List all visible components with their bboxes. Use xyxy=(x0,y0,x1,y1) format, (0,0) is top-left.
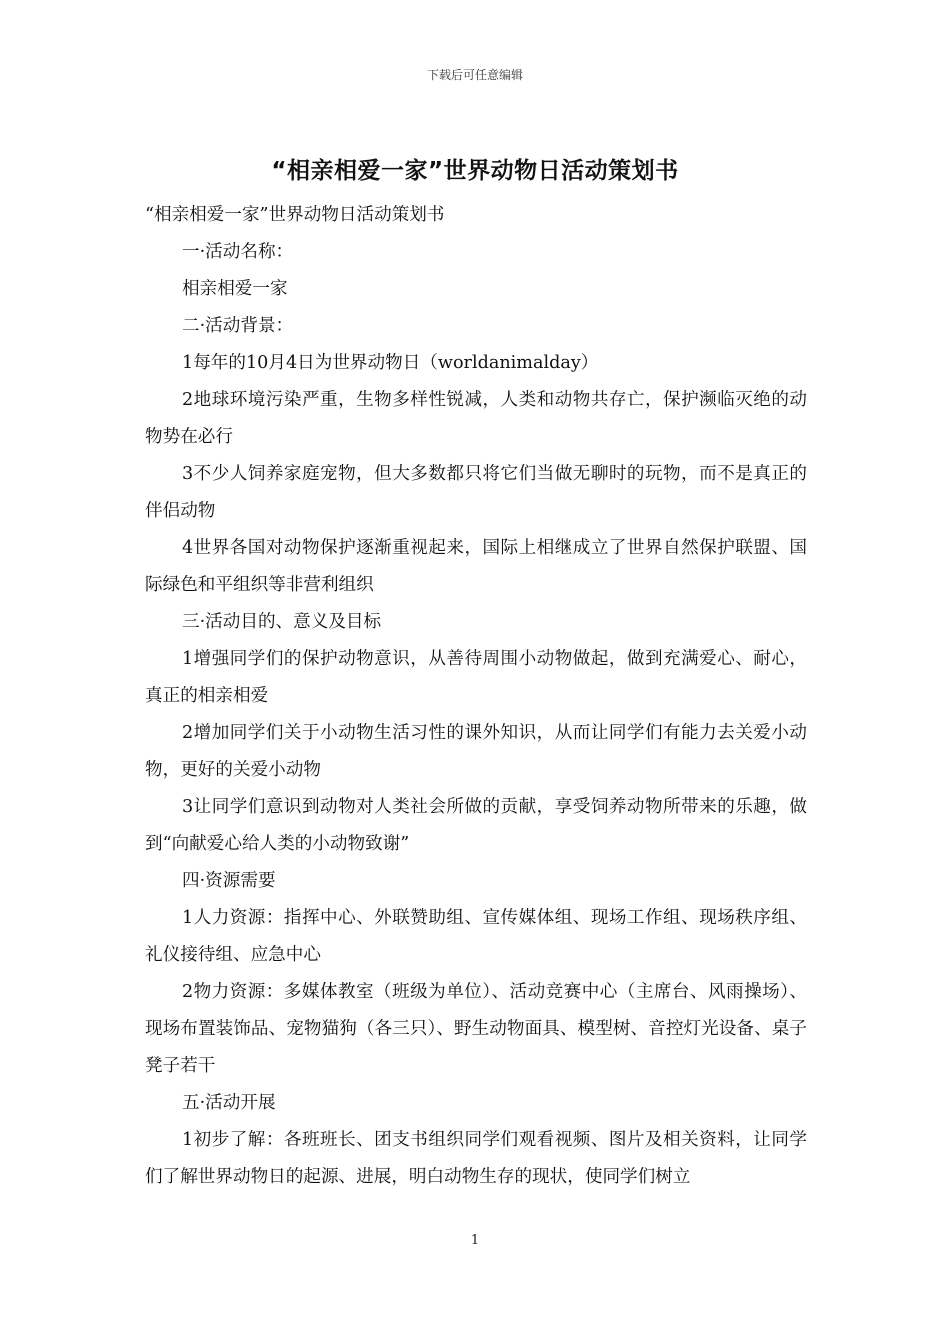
paragraph-section-2-heading: 二·活动背景： xyxy=(182,316,294,336)
paragraph: 3不少人饲养家庭宠物，但大多数都只将它们当做无聊时的玩物，而不是真正的伴侣动物 xyxy=(145,464,807,521)
paragraph-section-3-heading: 三·活动目的、意义及目标 xyxy=(182,612,382,632)
paragraph: 1初步了解：各班班长、团支书组织同学们观看视频、图片及相关资料，让同学们了解世界动物日的起源、进展，明白动物生存的现状，使同学们树立 xyxy=(145,1130,807,1187)
paragraph-section-4-heading: 四·资源需要 xyxy=(182,871,276,891)
document-body xyxy=(145,197,807,1196)
paragraph-subtitle: “相亲相爱一家”世界动物日活动策划书 xyxy=(145,205,445,225)
page-number: 1 xyxy=(470,1233,480,1248)
paragraph: 2地球环境污染严重，生物多样性锐减，人类和动物共存亡，保护濒临灭绝的动物势在必行 xyxy=(145,390,807,447)
paragraph: 1增强同学们的保护动物意识，从善待周围小动物做起，做到充满爱心、耐心，真正的相亲相爱 xyxy=(145,649,807,706)
document-title: “相亲相爱一家”世界动物日活动策划书 xyxy=(271,158,679,184)
paragraph: 1人力资源：指挥中心、外联赞助组、宣传媒体组、现场工作组、现场秩序组、礼仪接待组、应急中心 xyxy=(145,908,807,965)
paragraph-section-1-heading: 一·活动名称： xyxy=(182,242,294,262)
paragraph: 2物力资源：多媒体教室（班级为单位）、活动竞赛中心（主席台、风雨操场）、现场布置装饰品、宠物猫狗（各三只）、野生动物面具、模型树、音控灯光设备、桌子凳子若干 xyxy=(145,982,807,1076)
header-note: 下载后可任意编辑 xyxy=(426,68,523,82)
paragraph: 相亲相爱一家 xyxy=(182,279,288,299)
paragraph: 4世界各国对动物保护逐渐重视起来，国际上相继成立了世界自然保护联盟、国际绿色和平组织等非营利组织 xyxy=(145,538,807,595)
paragraph: 1每年的10月4日为世界动物日（worldanimalday） xyxy=(182,353,599,373)
paragraph-section-5-heading: 五·活动开展 xyxy=(182,1093,276,1113)
paragraph: 3让同学们意识到动物对人类社会所做的贡献，享受饲养动物所带来的乐趣，做到“向献爱心给人类的小动物致谢” xyxy=(145,797,807,854)
paragraph: 2增加同学们关于小动物生活习性的课外知识，从而让同学们有能力去关爱小动物，更好的关爱小动物 xyxy=(145,723,807,780)
